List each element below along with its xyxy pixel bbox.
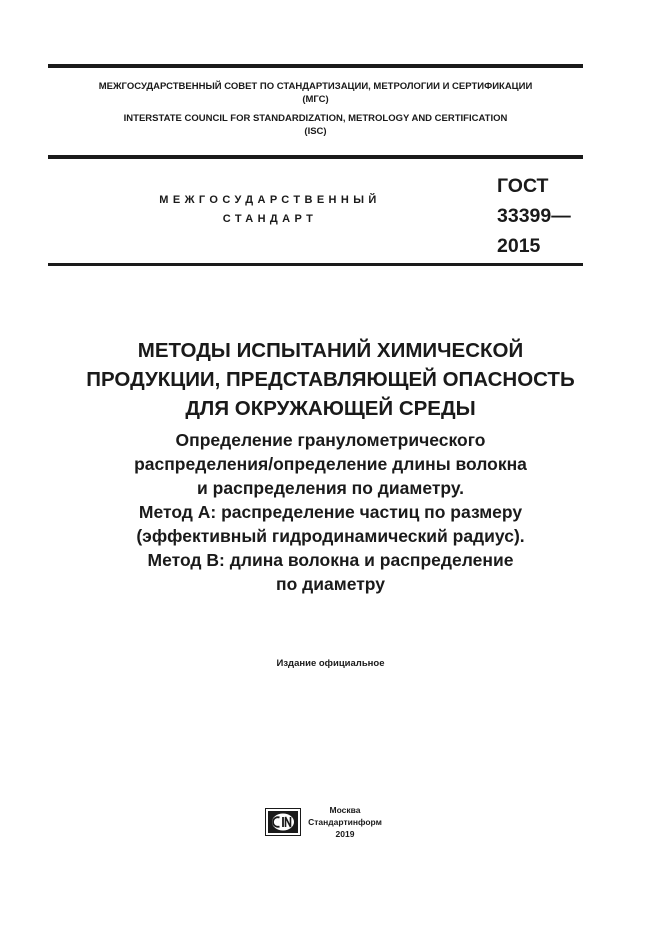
publisher-city: Москва [329,805,361,815]
document-title-line: ПРОДУКЦИИ, ПРЕДСТАВЛЯЮЩЕЙ ОПАСНОСТЬ [86,368,575,391]
middle-rule [48,155,583,159]
council-name-ru [48,80,583,106]
document-title [30,336,631,423]
standard-label-line1: МЕЖГОСУДАРСТВЕННЫЙ [159,194,381,206]
document-subtitle-line: и распределения по диаметру. [197,478,464,498]
council-name-en [48,112,583,138]
document-subtitle [30,428,631,596]
publisher-year: 2019 [335,829,355,839]
standard-code-number: 33399— [497,205,571,227]
publisher-info [308,804,382,840]
council-name-en-line: INTERSTATE COUNCIL FOR STANDARDIZATION, METROLOGY AND CERTIFICATION [123,113,508,124]
standard-code [497,171,571,261]
publisher-name: Стандартинформ [308,817,382,827]
standard-code-prefix: ГОСТ [497,175,549,197]
standard-label-line2: СТАНДАРТ [222,213,318,225]
top-rule [48,64,583,68]
document-subtitle-line: (эффективный гидродинамический радиус). [136,526,525,546]
document-title-line: ДЛЯ ОКРУЖАЮЩЕЙ СРЕДЫ [185,397,476,420]
publisher-logo-icon [265,808,301,836]
document-subtitle-line: Метод А: распределение частиц по размеру [138,502,523,522]
document-subtitle-line: Метод В: длина волокна и распределение [147,550,514,570]
document-subtitle-line: по диаметру [276,574,385,594]
council-name-ru-line: МЕЖГОСУДАРСТВЕННЫЙ СОВЕТ ПО СТАНДАРТИЗАЦИИ, МЕТРОЛОГИИ И СЕРТИФИКАЦИИ [98,81,533,92]
document-title-line: МЕТОДЫ ИСПЫТАНИЙ ХИМИЧЕСКОЙ [137,339,524,362]
edition-note: Издание официальное [276,658,385,669]
document-subtitle-line: распределения/определение длины волокна [134,454,527,474]
standard-code-year: 2015 [497,235,541,257]
council-abbr-ru: (МГС) [302,94,329,105]
council-abbr-en: (ISC) [304,126,327,137]
document-subtitle-line: Определение гранулометрического [175,430,486,450]
bottom-rule [48,263,583,266]
